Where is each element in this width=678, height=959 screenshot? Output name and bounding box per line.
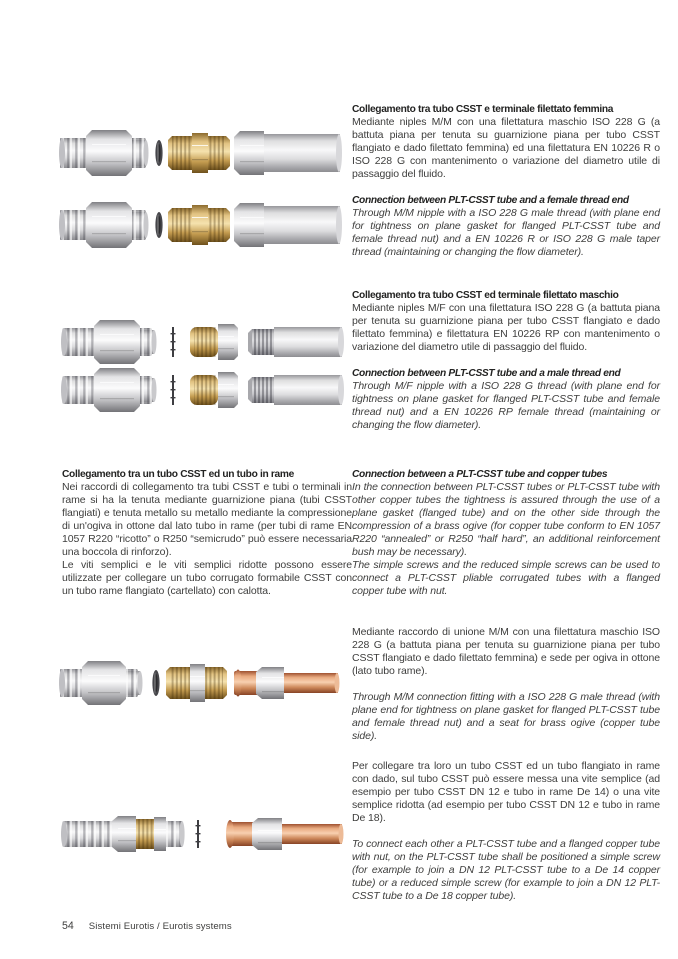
corrugated-csst-tube-with-union-nut	[61, 368, 157, 412]
corrugated-csst-tube-with-union-nut	[61, 320, 157, 364]
section-body-en: Through M/M connection fitting with a ISO 228 G male thread (with plane end for tightness on plane gasket for flanged PLT-CSST tube and female thread nut) and a seat for brass ogive (copper tube side).	[352, 691, 660, 742]
section-body-it: Mediante niples M/F con una filettatura ISO 228 G (a battuta piana per tenuta su guarnizione piana per tubo CSST flangiato e dado filettato femmina) e filettatura EN 10226 RP con mantenimento o variazione del diametro utile di passaggio del fluido.	[352, 302, 660, 353]
brass-mm-nipple	[168, 133, 230, 173]
section-body-it: Per collegare tra loro un tubo CSST ed un tubo flangiato in rame con dado, sul tubo CSST può essere messa una vite semplice (ad esempio per tubo CSST DN 12 e tubo in rame De 14) o una vite semplice ridotta (ad esempio per tubo CSST DN 12 e tubo in rame De 18).	[352, 760, 660, 824]
section-csst-female-thread	[352, 103, 660, 259]
page-number: 54	[62, 920, 74, 932]
flat-gasket	[155, 212, 162, 238]
section-body-en: To connect each other a PLT-CSST tube and a flanged copper tube with nut, on the PLT-CSST tube shall be positioned a simple screw (for example to join a DN 12 PLT-CSST tube to a De 14 copper tube) or a reduced simple screw (for example to join a DN 12 PLT-CSST tube to a De 18 copper tube).	[352, 838, 660, 902]
flat-gasket	[152, 670, 159, 696]
figure-csst-to-male-terminal	[56, 318, 348, 418]
flat-gasket	[155, 140, 162, 166]
female-threaded-terminal	[234, 203, 342, 247]
corrugated-csst-tube-with-inline-union	[61, 816, 185, 852]
brass-union-fitting	[166, 664, 227, 702]
section-csst-copper-it	[62, 468, 352, 598]
section-title-it: Collegamento tra tubo CSST ed terminale filettato maschio	[352, 290, 619, 301]
section-body-en: The simple screws and the reduced simple screws can be used to connect a PLT-CSST pliable corrugated tubes with a flanged copper tube with nut.	[352, 559, 660, 597]
section-body-it: Nei raccordi di collegamento tra tubi CSST e tubi o terminali in rame si ha la tenuta mediante guarnizione piana (tubi CSST flangiati) e tenuta metallo su metallo mediante la compressione di un'ogiva in ottone dal lato tubo in rame (per tubi di rame EN 1057 R220 “ricotto” o R250 “semicrudo” può essere necessaria una boccola di rinforzo).	[62, 481, 352, 558]
male-threaded-terminal	[248, 375, 344, 405]
flanged-copper-tube-with-nut	[226, 818, 344, 850]
corrugated-csst-tube-with-union-nut	[59, 202, 149, 248]
section-body-en: Through M/F nipple with a ISO 228 G thread (with plane end for tightness on plane gasket for flanged PLT-CSST tube and female thread nut) and a EN 10226 RP female thread (maintaining or changing the flow diameter).	[352, 380, 660, 431]
copper-press-fitting-with-nut	[234, 667, 340, 699]
section-csst-male-thread	[352, 289, 660, 432]
section-title-en: Connection between PLT-CSST tube and a female thread end	[352, 195, 629, 206]
section-body-en: Through M/M nipple with a ISO 228 G male thread (with plane end for tightness on plane gasket for flanged PLT-CSST tube and female thread nut) and a EN 10226 R or ISO 228 G male taper thread (maintaining or changing the flow diameter).	[352, 207, 660, 258]
section-title-it: Collegamento tra tubo CSST e terminale filettato femmina	[352, 104, 614, 115]
corrugated-csst-tube-with-union-nut	[59, 661, 143, 705]
section-title-it: Collegamento tra un tubo CSST ed un tubo in rame	[62, 469, 294, 480]
brass-mm-nipple	[168, 205, 230, 245]
reinforcement-pin	[171, 327, 176, 357]
section-body-it: Mediante niples M/M con una filettatura maschio ISO 228 G (a battuta piana per tenuta su guarnizione piana per tubo CSST flangiato e dado filettato femmina) ed una filettatura EN 10226 R o ISO 228 G con mantenimento o variazione del diametro utile di passaggio del fluido.	[352, 116, 660, 180]
section-union-fitting	[352, 626, 660, 743]
section-csst-copper-en	[352, 468, 660, 598]
section-body-en: In the connection between PLT-CSST tubes or PLT-CSST tube with other copper tubes the tightness is assured through the use of a plane gasket (flanged tube) and on the other side through the compression of a brass ogive (for copper tube conform to EN 1057 R220 “annealed” or R250 “half hard”, an additional reinforcement bush may be necessary).	[352, 481, 660, 558]
female-threaded-terminal	[234, 131, 342, 175]
brass-plug-with-hex	[190, 372, 238, 408]
section-title-en: Connection between a PLT-CSST tube and copper tubes	[352, 469, 608, 480]
male-threaded-terminal	[248, 327, 344, 357]
section-body-it: Le viti semplici e le viti semplici ridotte possono essere utilizzate per collegare un tubo corrugato formabile CSST con un tubo rame flangiato (cartellato) con calotta.	[62, 559, 352, 597]
section-simple-screws	[352, 760, 660, 903]
corrugated-csst-tube-with-union-nut	[59, 130, 149, 176]
footer-label: Sistemi Eurotis / Eurotis systems	[88, 921, 232, 932]
reinforcement-pin	[171, 375, 176, 405]
reinforcement-pin	[196, 820, 201, 848]
brass-plug-with-hex	[190, 324, 238, 360]
figure-csst-inline-union-to-copper-tube	[56, 806, 348, 862]
figure-csst-to-female-terminal	[56, 120, 348, 262]
section-title-en: Connection between PLT-CSST tube and a male thread end	[352, 368, 621, 379]
figure-csst-to-copper-union	[56, 652, 348, 714]
page-footer	[62, 920, 232, 932]
section-body-it: Mediante raccordo di unione M/M con una filettatura maschio ISO 228 G (a battuta piana per tenuta su guarnizione piana per tubo CSST flangiato e dado filettato femmina) e sede per ogiva in ottone (lato tubo rame).	[352, 626, 660, 677]
